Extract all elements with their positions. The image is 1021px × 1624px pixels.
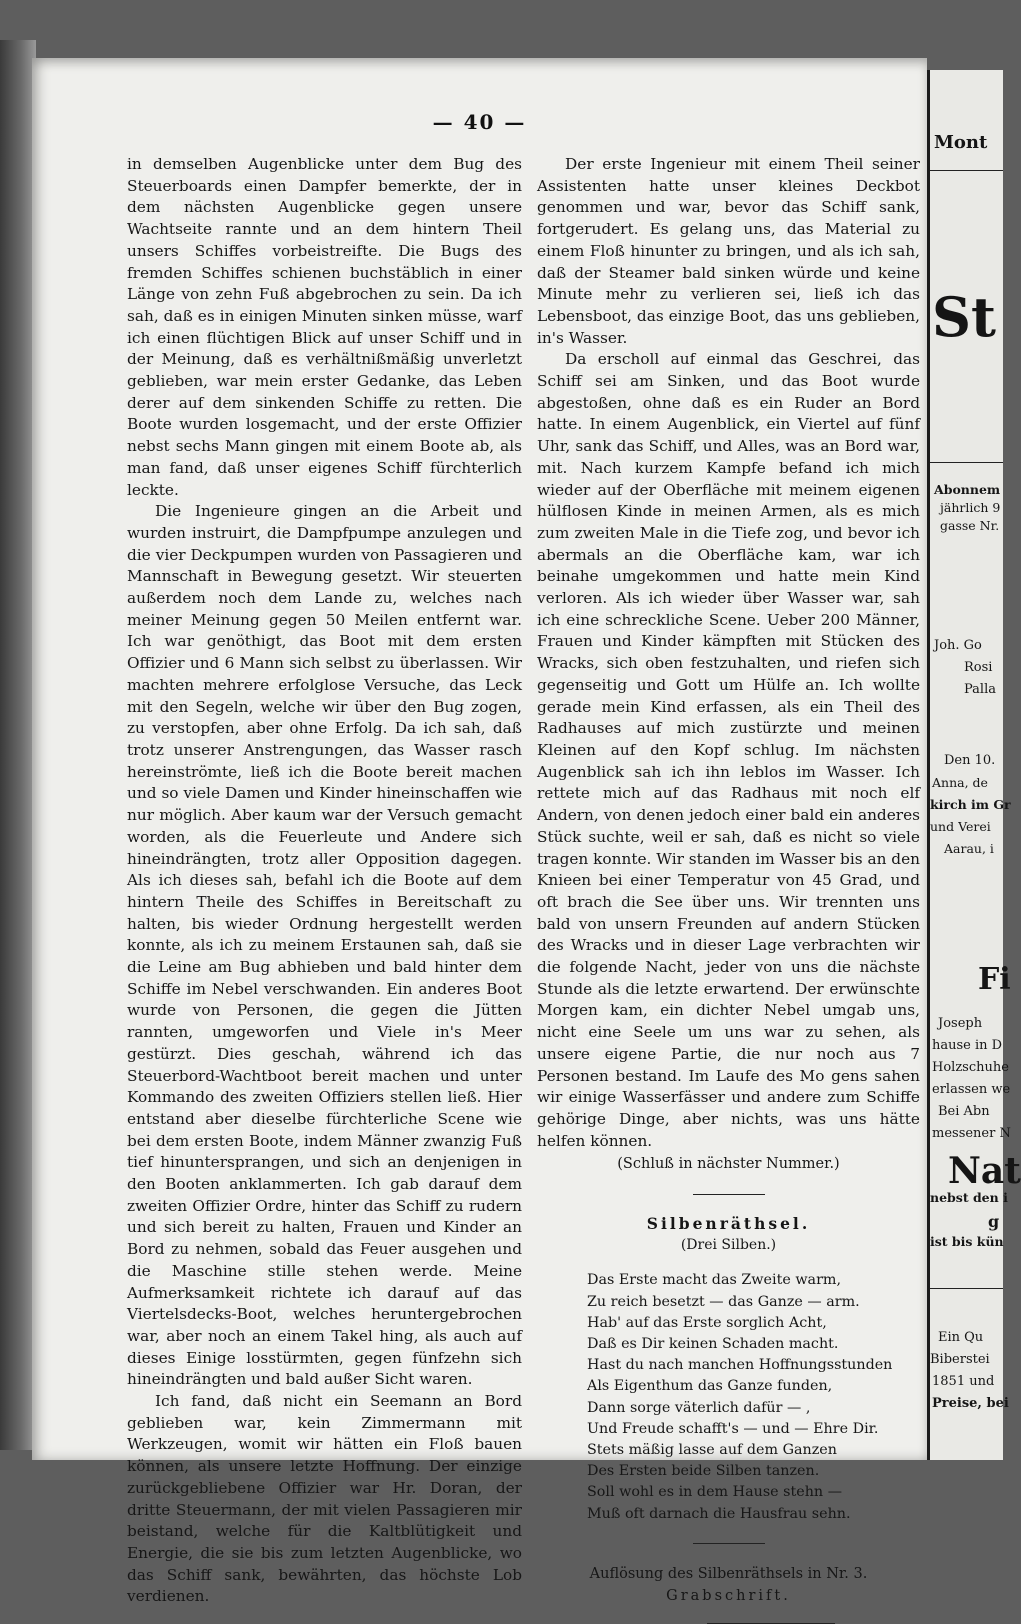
page-number: — 40 —: [432, 110, 527, 134]
paragraph: Ich fand, daß nicht ein Seemann an Bord geblieben war, kein Zimmermann mit Werkzeugen, womit wir hätten ein Floß bauen können, als unsere letzte Hoffnung. Der einzige zurückgebliebene Offizier war Hr. Doran, der dritte Steuermann, der mit vielen Passagieren mir beistand, welche für die Kaltblütigkeit und Energie, die sie bis zum letzten Augenblicke, wo das Schiff sank, bewährten, das höchste Lob verdienen.: [127, 1392, 522, 1606]
divider: [693, 1194, 765, 1195]
riddle-title: Silbenräthsel.: [646, 1214, 811, 1234]
newspaper-page: [32, 58, 927, 1606]
adjacent-page-text: Biberstei: [930, 1352, 990, 1367]
paragraph: Der erste Ingenieur mit einem Theil seiner Assistenten hatte unser kleines Deckbot genommen und war, bevor das Schiff sank, fortgerudert. Es gelang uns, das Material zu einem Floß hinunter zu bringen, und als ich sah, daß der Steamer bald sinken würde und keine Minute mehr zu verlieren sei, ließ ich das Lebensboot, das einzige Boot, das uns geblieben, in's Wasser.: [537, 155, 920, 347]
verse-line: Und Freude schafft's — und — Ehre Dir.: [587, 1420, 879, 1437]
adjacent-page-text: hause in D: [932, 1038, 1003, 1053]
adjacent-page-text: Ein Qu: [938, 1330, 984, 1345]
adjacent-page-text: 1851 und: [932, 1374, 995, 1389]
adjacent-page-text: gasse Nr.: [940, 518, 1000, 533]
adjacent-page-text: St: [932, 285, 996, 349]
riddle-solution-word: Grabschrift.: [666, 1587, 791, 1604]
adjacent-page-text: Bei Abn: [938, 1104, 990, 1119]
adjacent-page-text: Abonnem: [934, 482, 1001, 497]
divider: [930, 170, 1003, 171]
verse-line: Des Ersten beide Silben tanzen.: [587, 1463, 820, 1480]
paragraph: Da erscholl auf einmal das Geschrei, das Schiff sei am Sinken, und das Boot wurde abgestoßen, ohne daß es ein Ruder an Bord hatte. In einem Augenblick, ein Viertel auf fünf Uhr, sank das Schiff, und Alles, was an Bord war, mit. Nach kurzem Kampfe befand ich mich wieder auf der Oberfläche mit meinem eigenen hülflosen Kinde in meinen Armen, als es mich zum zweiten Male in die Tiefe zog, und bevor ich abermals an die Oberfläche kam, war ich beinahe umgekommen und hatte mein Kind verloren. Als ich wieder über Wasser war, sah ich eine schreckliche Scene. Ueber 200 Männer, Frauen und Kinder kämpften mit Stücken des Wracks, sich oben festzuhalten, und riefen sich gegenseitig und Gott um Hülfe an. Ich wollte gerade mein Kind erfassen, als ein Theil des Radhauses auf mich zustürzte und meinen Kleinen auf den Kopf schlug. Im nächsten Augenblick sah ich ihn leblos im Wasser. Ich rettete mich auf das Radhaus mit noch elf Andern, von denen jedoch einer bald ein anderes Stück suchte, weil er sah, daß es nicht so viele tragen konnte. Wir standen im Wasser bis an den Knieen bei einer Temperatur von 45 Grad, und oft brach die See über uns. Wir trennten uns bald von unsern Freunden auf andern Stücken des Wracks und in dieser Lage verbrachten wir die folgende Nacht, jeder von uns die nächste Stunde als die letzte erwartend. Der erwünschte Morgen kam, ein dichter Nebel umgab uns, nicht eine Seele um uns war zu sehen, als unsere eigene Partie, die nur noch aus 7 Personen bestand. Im Laufe des Mo gens sahen wir einige Wasserfässer und andere zum Schiffe gehörige Dinge, aber nichts, was uns hätte helfen können.: [537, 350, 920, 1150]
adjacent-page-text: Mont: [934, 132, 988, 153]
verse-line: Muß oft darnach die Hausfrau sehn.: [587, 1505, 851, 1522]
continuation-note: (Schluß in nächster Nummer.): [617, 1156, 840, 1173]
left-column: [127, 154, 522, 1608]
adjacent-page-text: g: [988, 1212, 1000, 1231]
adjacent-page-text: Preise, bei: [932, 1396, 1009, 1411]
right-column: [537, 154, 920, 1624]
adjacent-page-text: ist bis kün: [930, 1234, 1004, 1249]
verse-line: Das Erste macht das Zweite warm,: [587, 1272, 842, 1289]
adjacent-page-text: messener N: [932, 1126, 1011, 1141]
riddle-subtitle: (Drei Silben.): [680, 1236, 777, 1253]
adjacent-page-text: und Verei: [930, 819, 991, 834]
verse-line: Stets mäßig lasse auf dem Ganzen: [587, 1442, 837, 1459]
riddle-verse: [587, 1270, 920, 1524]
adjacent-page-edge: [927, 70, 1021, 1460]
adjacent-page-text: Aarau, i: [944, 841, 994, 856]
paragraph: in demselben Augenblicke unter dem Bug des Steuerboards einen Dampfer bemerkte, der in dem nächsten Augenblicke gegen unsere Wachtseite rannte und an dem hintern Theil unsers Schiffes vorbeistreifte. Die Bugs des fremden Schiffes schienen buchstäblich in einer Länge von zehn Fuß abgebrochen zu sein. Da ich sah, daß es in einigen Minuten sinken müsse, warf ich einen flüchtigen Blick auf unser Schiff und in der Meinung, daß es verhältnißmäßig unverletzt geblieben, war mein erster Gedanke, das Leben derer auf dem sinkenden Schiffe zu retten. Die Boote wurden losgemacht, und der erste Offizier nebst sechs Mann gingen mit einem Boote ab, als man fand, daß unser eigenes Schiff fürchterlich leckte.: [127, 155, 522, 499]
adjacent-page-text: erlassen we: [932, 1082, 1011, 1097]
adjacent-page-text: nebst den i: [930, 1190, 1008, 1205]
adjacent-page-text: Den 10.: [944, 753, 996, 768]
divider: [693, 1543, 765, 1544]
adjacent-page-text: Anna, de: [932, 775, 988, 790]
verse-line: Als Eigenthum das Ganze funden,: [587, 1378, 833, 1395]
adjacent-page-text: kirch im Gr: [930, 797, 1011, 812]
divider: [930, 1288, 1003, 1289]
adjacent-page-text: Holzschuhe: [932, 1060, 1009, 1075]
adjacent-page-text: jährlich 9: [940, 500, 1001, 515]
paragraph: Die Ingenieure gingen an die Arbeit und wurden instruirt, die Dampfpumpe anzulegen und die vier Deckpumpen wurden von Passagieren und Mannschaft in Bewegung gesetzt. Wir steuerten außerdem noch dem Lande zu, welches nach meiner Meinung gegen 50 Meilen entfernt war. Ich war genöthigt, das Boot mit dem ersten Offizier und 6 Mann sich selbst zu überlassen. Wir machten mehrere erfolglose Versuche, das Leck mit den Segeln, welche wir über den Bug zogen, zu verstopfen, aber ohne Erfolg. Da ich sah, daß trotz unserer Anstrengungen, das Wasser rasch hereinströmte, ließ ich die Boote bereit machen und so viele Damen und Kinder hineinschaffen wie nur möglich. Aber kaum war der Versuch gemacht worden, als die Feuerleute und Andere sich hineindrängten, trotz aller Opposition dagegen. Als ich dieses sah, befahl ich die Boote auf dem hintern Theile des Schiffes in Bereitschaft zu halten, bis wieder Ordnung hergestellt werden konnte, als ich zu meinem Erstaunen sah, daß sie die Leine am Bug abhieben und bald hinter dem Schiffe im Nebel verschwanden. Ein anderes Boot wurde von Personen, die gegen die Jütten rannten, umgeworfen und Viele in's Meer gestürzt. Dies geschah, während ich das Steuerbord-Wachtboot bereit machen und unter Kommando des zweiten Offiziers stellen ließ. Hier entstand aber dieselbe fürchterliche Scene wie bei dem ersten Boote, indem Männer zwanzig Fuß tief hinuntersprangen, und sich an denjenigen in den Booten anklammerten. Ich gab darauf dem zweiten Offizier Ordre, hinter das Schiff zu rudern und sich bereit zu halten, Frauen und Kinder an Bord zu nehmen, sobald das Feuer ausgehen und die Maschine stille stehen werde. Meine Aufmerksamkeit richtete ich darauf auf das Viertelsdecks-Boot, welches heruntergebrochen war, aber noch an einem Takel hing, als auch auf dieses Einige losstürmten, gegen fünfzehn sich hineindrängten und bald außer Sicht waren.: [127, 502, 522, 1389]
adjacent-page-text: Joh. Go: [934, 638, 982, 653]
adjacent-page-text: Palla: [964, 682, 996, 697]
scan-binding-shadow: [0, 40, 36, 1450]
adjacent-page-text: Rosi: [964, 660, 993, 675]
verse-line: Hast du nach manchen Hoffnungsstunden: [587, 1357, 893, 1374]
divider: [930, 462, 1003, 463]
riddle-solution-heading: Auflösung des Silbenräthsels in Nr. 3.: [589, 1565, 868, 1582]
verse-line: Zu reich besetzt — das Ganze — arm.: [587, 1293, 860, 1310]
verse-line: Hab' auf das Erste sorglich Acht,: [587, 1314, 827, 1331]
verse-line: Daß es Dir keinen Schaden macht.: [587, 1336, 839, 1353]
adjacent-page-text: Fi: [978, 962, 1011, 997]
adjacent-page-text: Joseph: [938, 1016, 983, 1031]
adjacent-page-text: Nat: [948, 1150, 1021, 1192]
verse-line: Soll wohl es in dem Hause stehn —: [587, 1484, 842, 1501]
verse-line: Dann sorge väterlich dafür — ,: [587, 1399, 811, 1416]
